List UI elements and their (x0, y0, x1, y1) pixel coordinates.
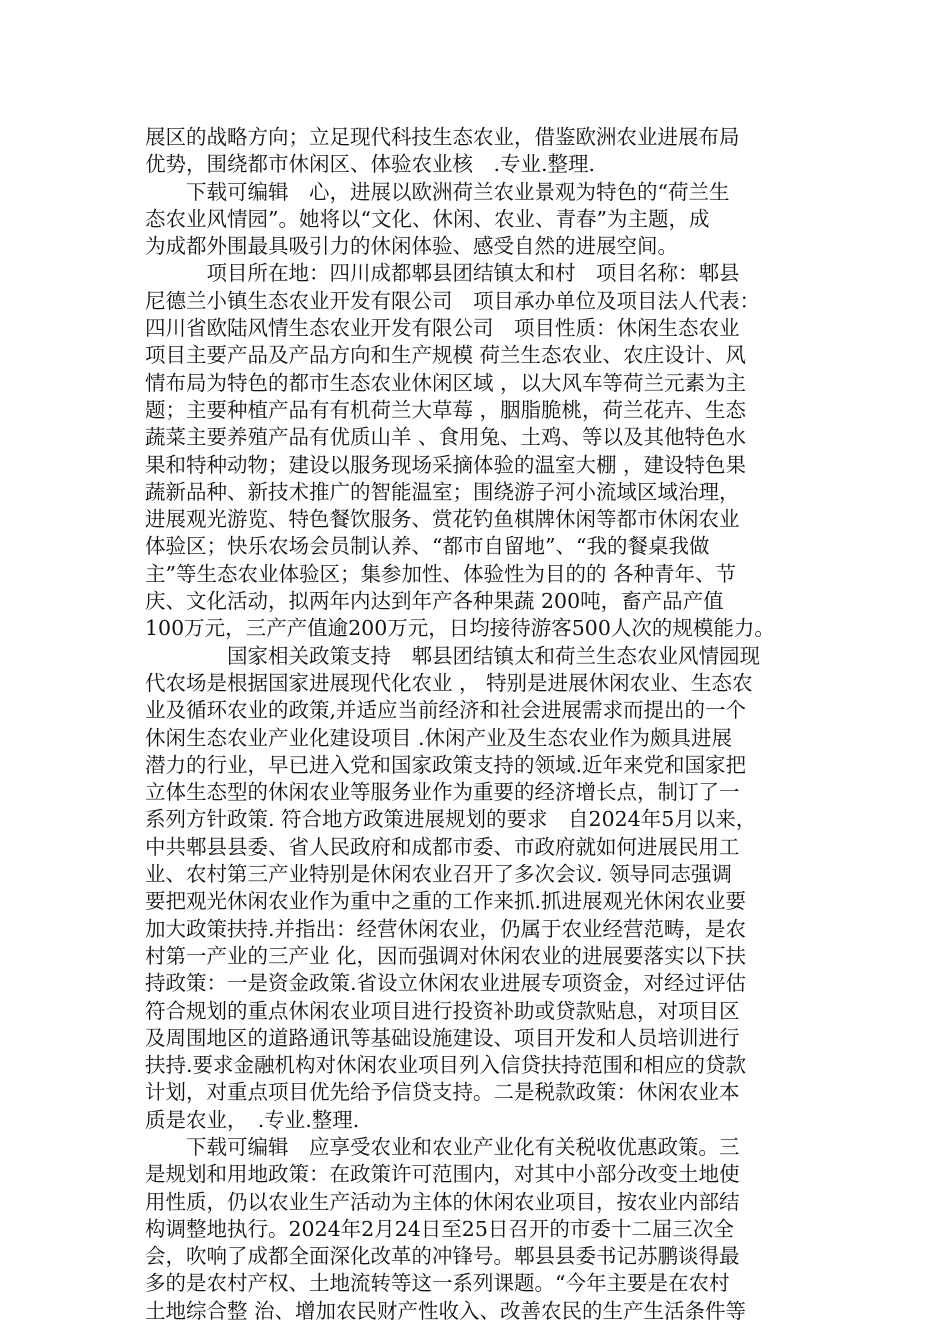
text-line: 质是农业， .专业.整理. (145, 1107, 360, 1132)
text-line: 项目所在地：四川成都郫县团结镇太和村 项目名称：郫县 (145, 261, 740, 286)
text-line: 庆、文化活动，拟两年内达到年产各种果蔬 200吨，畜产品产值 (145, 589, 724, 614)
text-line: 尼德兰小镇生态农业开发有限公司 项目承办单位及项目法人代表： (145, 288, 760, 313)
text-line: 业、农村第三产业特别是休闲农业召开了多次会议. 领导同志强调 (145, 862, 733, 887)
text-line: 是规划和用地政策：在政策许可范围内，对其中小部分改变土地使 (145, 1162, 740, 1187)
text-line: 土地综合整 治、增加农民财产性收入、改善农民的生产生活条件等 (145, 1298, 747, 1323)
body-text (145, 124, 825, 1325)
text-line: 为成都外围最具吸引力的休闲体验、感受自然的进展空间。 (145, 234, 678, 259)
text-line: 四川省欧陆风情生态农业开发有限公司 项目性质：休闲生态农业 (145, 316, 740, 341)
text-line: 下载可编辑 应享受农业和农业产业化有关税收优惠政策。三 (145, 1134, 740, 1159)
text-line: 用性质，仍以农业生产活动为主体的休闲农业项目，按农业内部结 (145, 1189, 740, 1214)
text-line: 题；主要种植产品有有机荷兰大草莓 ，胭脂脆桃，荷兰花卉、生态 (145, 397, 747, 422)
text-line: 持政策：一是资金政策.省设立休闲农业进展专项资金，对经过评估 (145, 971, 747, 996)
text-line: 蔬新品种、新技术推广的智能温室；围绕游子河小流域区域治理， (145, 479, 740, 504)
text-line: 会，吹响了成都全面深化改革的冲锋号。郫县县委书记苏鹏谈得最 (145, 1244, 740, 1269)
text-line: 项目主要产品及产品方向和生产规模 荷兰生态农业、农庄设计、风 (145, 343, 747, 368)
text-line: 加大政策扶持.并指出：经营休闲农业，仍属于农业经营范畴，是农 (145, 916, 747, 941)
text-line: 多的是农村产权、土地流转等这一系列课题。“今年主要是在农村 (145, 1271, 730, 1296)
text-line: 要把观光休闲农业作为重中之重的工作来抓.抓进展观光休闲农业要 (145, 889, 747, 914)
text-line: 中共郫县县委、省人民政府和成都市委、市政府就如何进展民用工 (145, 834, 740, 859)
text-line: 体验区；快乐农场会员制认养、“都市自留地”、“我的餐桌我做 (145, 534, 710, 559)
text-line: 扶持.要求金融机构对休闲农业项目列入信贷扶持范围和相应的贷款 (145, 1053, 747, 1078)
text-line: 态农业风情园”。她将以“文化、休闲、农业、青春”为主题，成 (145, 206, 710, 231)
text-line: 情布局为特色的都市生态农业休闲区域 ，以大风车等荷兰元素为主 (145, 370, 747, 395)
text-line: 及周围地区的道路通讯等基础设施建设、项目开发和人员培训进行 (145, 1025, 740, 1050)
text-line: 100万元，三产产值逾200万元，日均接待游客500人次的规模能力。 (145, 616, 775, 641)
text-line: 构调整地执行。2024年2月24日至25日召开的市委十二届三次全 (145, 1216, 734, 1241)
text-line: 下载可编辑 心，进展以欧洲荷兰农业景观为特色的“荷兰生 (145, 179, 730, 204)
text-line: 果和特种动物；建设以服务现场采摘体验的温室大棚 ，建设特色果 (145, 452, 747, 477)
text-line: 主”等生态农业体验区；集参加性、体验性为目的的 各种青年、节 (145, 561, 736, 586)
text-line: 立体生态型的休闲农业等服务业作为重要的经济增长点，制订了一 (145, 780, 740, 805)
text-line: 国家相关政策支持 郫县团结镇太和荷兰生态农业风情园现 (145, 643, 760, 668)
text-line: 蔬菜主要养殖产品有优质山羊 、食用兔、土鸡、等以及其他特色水 (145, 425, 747, 450)
text-line: 符合规划的重点休闲农业项目进行投资补助或贷款贴息，对项目区 (145, 998, 740, 1023)
text-line: 代农场是根据国家进展现代化农业 ， 特别是进展休闲农业、生态农 (145, 670, 753, 695)
text-line: 进展观光游览、特色餐饮服务、赏花钓鱼棋牌休闲等都市休闲农业 (145, 507, 740, 532)
text-line: 计划，对重点项目优先给予信贷支持。二是税款政策：休闲农业本 (145, 1080, 740, 1105)
text-line: 展区的战略方向；立足现代科技生态农业，借鉴欧洲农业进展布局 (145, 125, 740, 149)
text-line: 潜力的行业，早已进入党和国家政策支持的领域.近年来党和国家把 (145, 752, 747, 777)
text-line: 优势，围绕都市休闲区、体验农业核 .专业.整理. (145, 152, 596, 177)
text-line: 业及循环农业的政策,并适应当前经济和社会进展需求而提出的一个 (145, 698, 747, 723)
text-line: 村第一产业的三产业 化，因而强调对休闲农业的进展要落实以下扶 (145, 943, 747, 968)
text-line: 休闲生态农业产业化建设项目 .休闲产业及生态农业作为颇具进展 (145, 725, 733, 750)
text-line: 系列方针政策. 符合地方政策进展规划的要求 自2024年5月以来， (145, 807, 757, 832)
